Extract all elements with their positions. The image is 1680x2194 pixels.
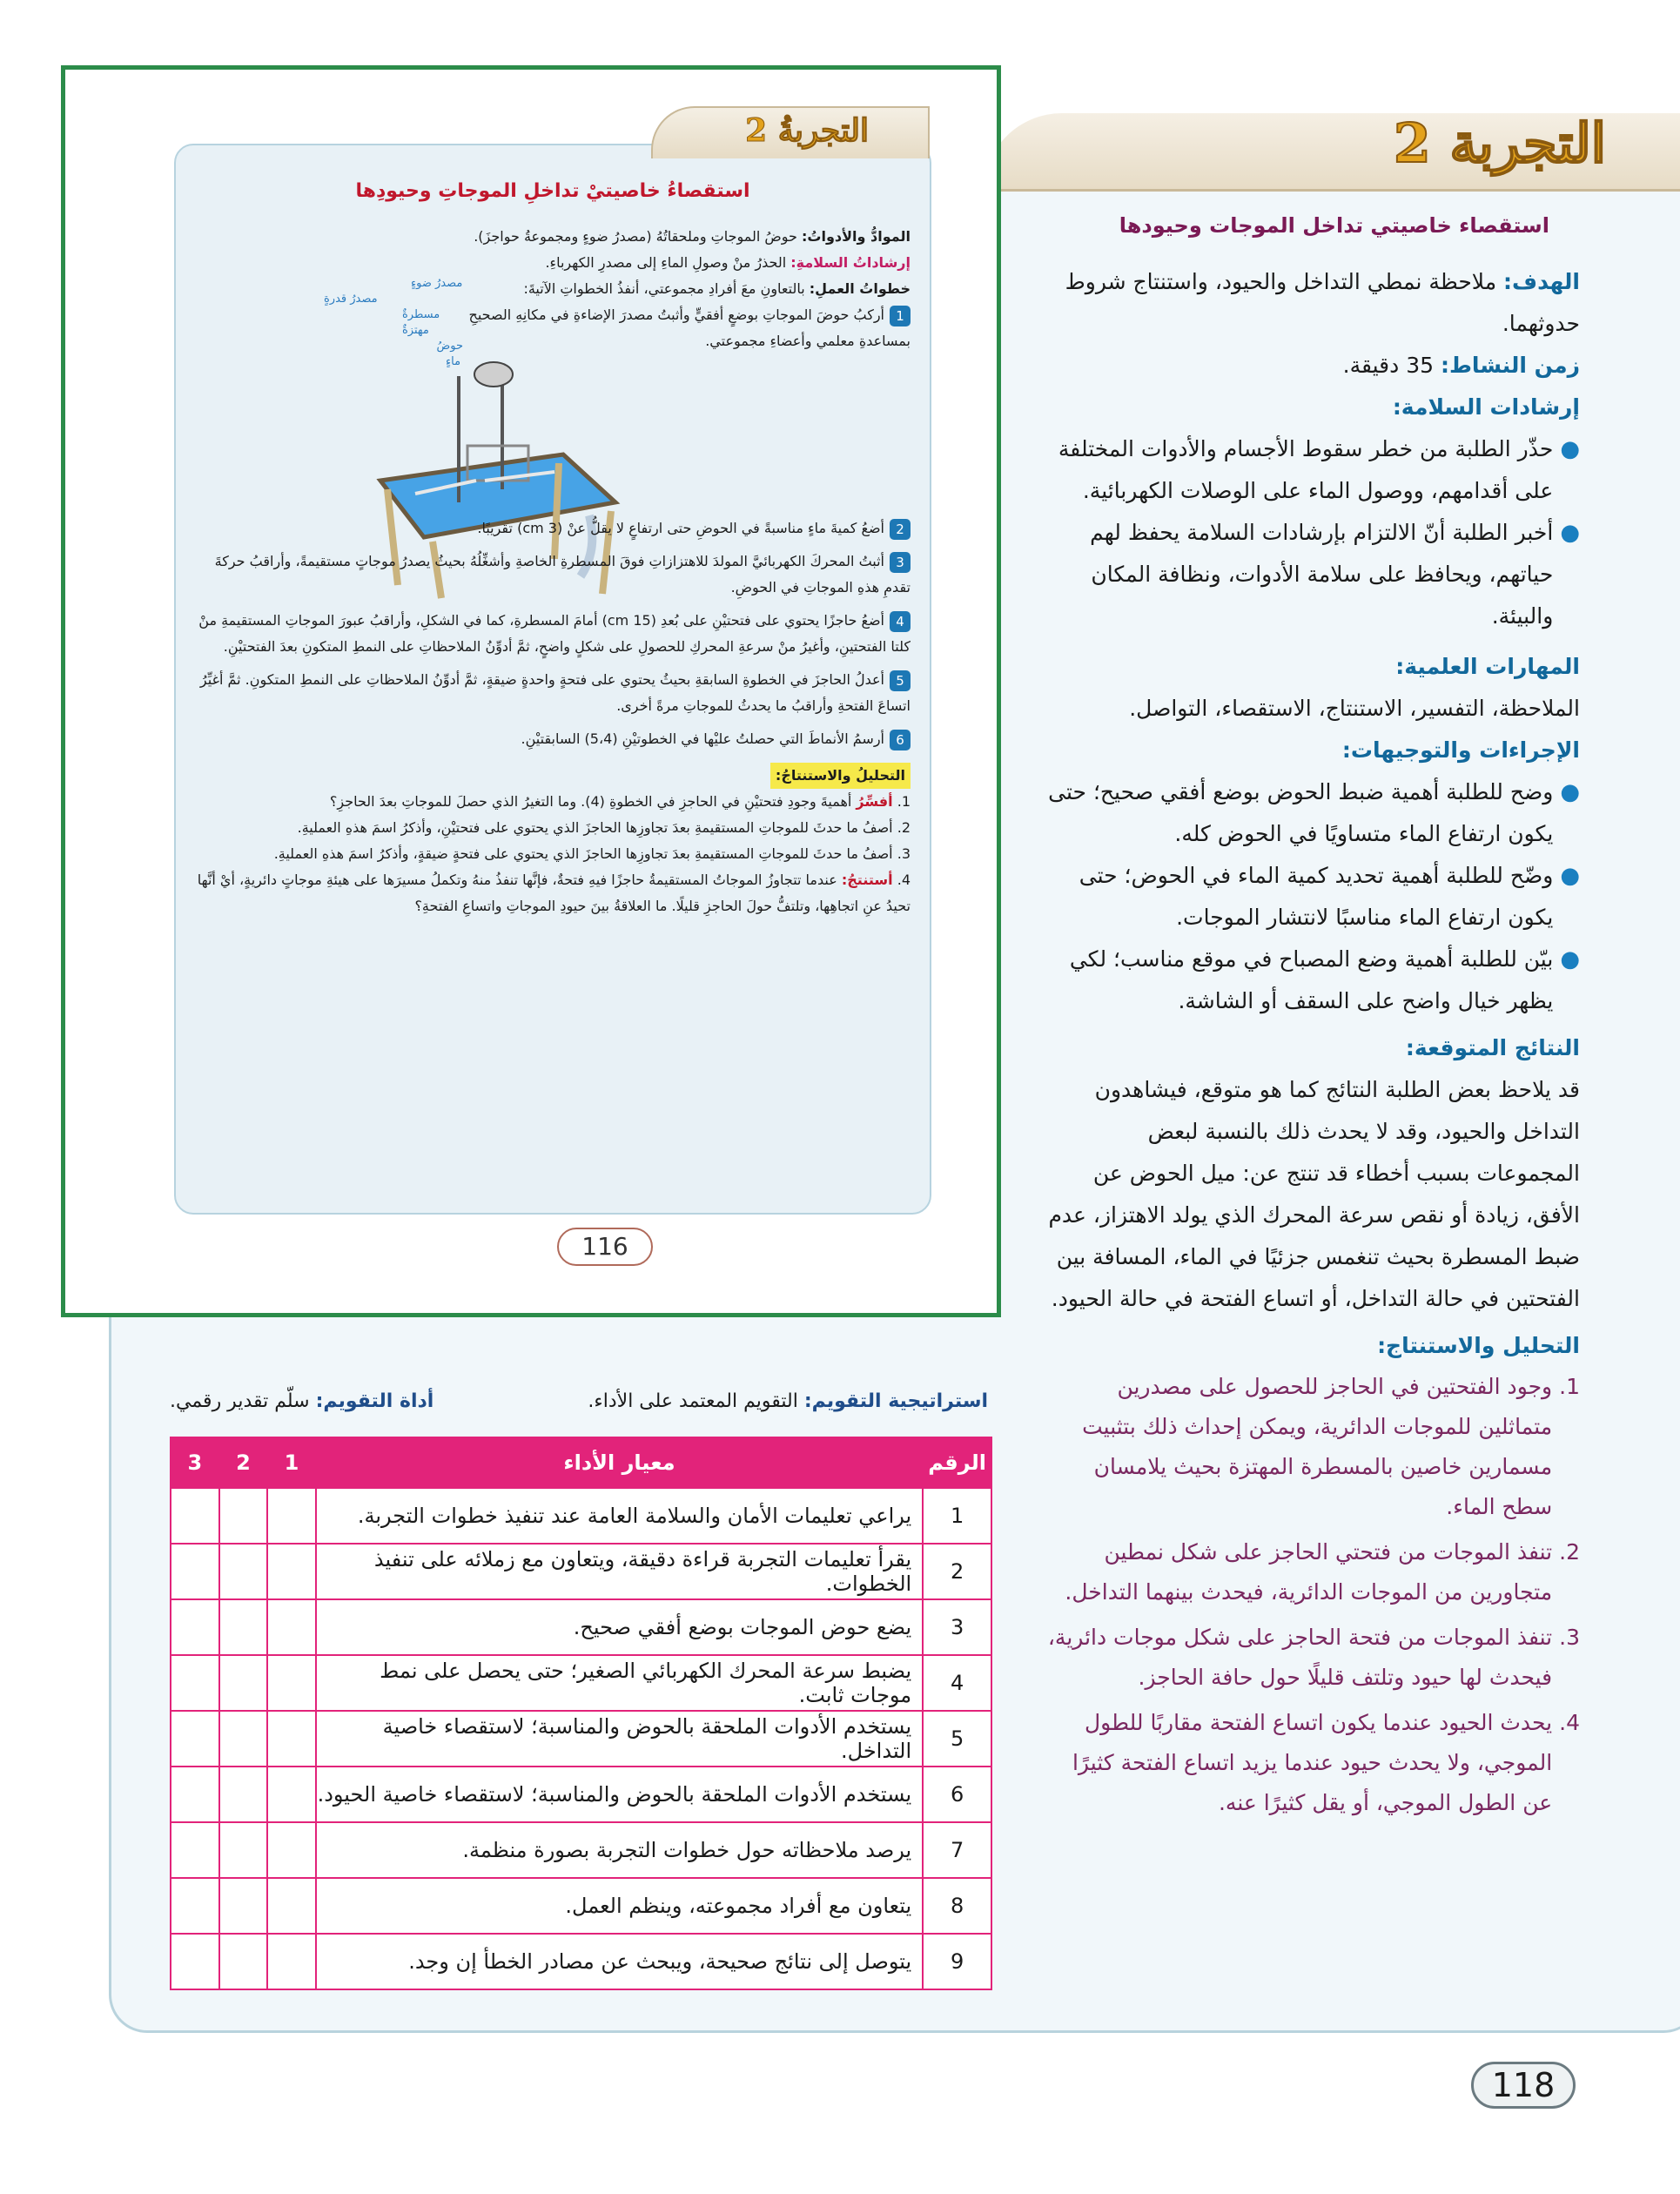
analysis-item: 4. يحدث الحيود عندما يكون اتساع الفتحة مقاربًا للطول الموجي، ولا يحدث حيود عندما يزيد اتساع الفتحة كثيرًا عن الطول الموجي، أو يقل كثيرًا عنه. [1072,1710,1580,1815]
step: 6أرسمُ الأنماطَ التي حصلتُ عليْها في الخطوتيْنِ (5،4) السابقتيْنِ. [195,726,911,752]
safety-item: ● حذّر الطلبة من خطر سقوط الأجسام والأدوات المختلفة على أقدامهم، ووصول الماء على الوصلات الكهربائية. [1040,428,1580,512]
page-number: 118 [1471,2062,1576,2109]
student-experiment-heading: استقصاءُ خاصيتيْ تداخلِ الموجاتِ وحيودِها [355,180,750,202]
apparatus-labels: مصدرُ ضوءٍ مصدرُ قدرةٍ مسطرةٌ مهتزةٌ حوضُ ماءٍ [324,277,463,368]
experiment-title: التجربة 2 [1393,111,1606,175]
step: 1أركبُ حوضَ الموجاتِ بوضعٍ أفقيٍّ وأثبتُ مصدرَ الإضاءةِ في مكانِهِ الصحيحِ بمساعدةِ معلمي وأعضاءِ مجموعتي. [468,306,911,349]
safety-item: ● أخبر الطلبة أنّ الالتزام بإرشادات السلامة يحفظ لهم حياتهم، ويحافظ على سلامة الأدوات، ونظافة المكان والبيئة. [1040,512,1580,637]
procedure-item: ● بيّن للطلبة أهمية وضع المصباح في موقع مناسب؛ لكي يظهر خيال واضح على السقف أو الشاشة. [1040,939,1580,1022]
teacher-guide-column [1040,261,1580,1828]
analysis-question: 4. أستنتجُ: عندما تتجاوزُ الموجاتُ المستقيمةُ حاجزًا فيهِ فتحةٌ، فإنَّها تنفذُ منهُ وتكملُ مسيرَها على هيئةِ موجاتٍ دائريةٍ، أيْ أنَّها تحيدُ عنِ اتجاهِها، وتلتفُّ حولَ الحاجزِ قليلًا. ما العلاقةُ بينَ حيودِ الموجاتِ واتساعِ الفتحةِ؟ [197,872,911,914]
step: 5أعدلُ الحاجزَ في الخطوةِ السابقةِ بحيثُ يحتوي على فتحةٍ واحدةٍ ضيقةٍ، ثمَّ أدوِّنُ الملاحظاتِ على النمطِ المتكونِ. ثمَّ أغيِّرُ اتساعَ الفتحةِ وأراقبُ ما يحدثُ للموجاتِ مرةً أخرى. [199,671,911,714]
student-book-page [61,65,1001,1317]
table-row: 8 يتعاون مع أفراد مجموعته، وينظم العمل. [171,1878,991,1934]
table-row: 3 يضع حوض الموجات بوضع أفقي صحيح. [171,1599,991,1655]
step: 4أضعُ حاجزًا يحتوي على فتحتيْنِ على بُعدِ (15 cm) أمامَ المسطرةِ، كما في الشكلِ، وأراقبُ عبورَ الموجاتِ المستقيمةِ منْ كلتا الفتحتينِ، وأغيرُ منْ سرعةِ المحركِ للحصولِ على شكلٍ واضحٍ، ثمَّ أدوِّنُ الملاحظاتِ على النمطِ المتكونِ بعدَ الفتحتيْنِ. [198,612,911,655]
step: 3أثبتُ المحركَ الكهربائيَّ المولدَ للاهتزازاتِ فوقَ المسطرةِ الخاصةِ وأشغِّلُهُ بحيثُ يصدرُ موجاتٍ مستقيمةً، وأراقبُ حركةَ تقدمِ هذهِ الموجاتِ في الحوضِ. [214,553,911,596]
table-row: 4 يضبط سرعة المحرك الكهربائي الصغير؛ حتى يحصل على نمط موجات ثابت. [171,1655,991,1711]
experiment-subtitle: استقصاء خاصيتي تداخل الموجات وحيودها [1119,213,1549,238]
procedure-item: ● وضح للطلبة أهمية ضبط الحوض بوضع أفقي صحيح؛ حتى يكون ارتفاع الماء متساويًا في الحوض كله. [1040,771,1580,855]
step: 2أضعُ كميةَ ماءٍ مناسبةً في الحوضِ حتى ارتفاعٍ لا يقلُّ عنْ (3 cm) تقريبًا. [195,515,911,542]
table-row: 9 يتوصل إلى نتائج صحيحة، ويبحث عن مصادر الخطأ إن وجد. [171,1934,991,1989]
table-row: 2 يقرأ تعليمات التجربة قراءة دقيقة، ويتعاون مع زملائه على تنفيذ الخطوات. [171,1544,991,1599]
analysis-question: 3. أصفُ ما حدثَ للموجاتِ المستقيمةِ بعدَ تجاوزِها الحاجزَ الذي يحتوي على فتحةٍ ضيقةٍ، وأذكرُ اسمَ هذهِ العمليةِ. [273,845,911,862]
analysis-question: 1. أفسِّرُ أهميةَ وجودِ فتحتيْنِ في الحاجزِ في الخطوةِ (4). وما التغيرُ الذي حصلَ للموجاتِ بعدَ الحاجزِ؟ [329,793,911,810]
procedures-heading: الإجراءات والتوجيهات: [1341,737,1580,763]
analysis-item: 1. وجود الفتحتين في الحاجز للحصول على مصدرين متماثلين للموجات الدائرية، ويمكن إحداث ذلك بتثبيت مسمارين خاصين بالمسطرة المهتزة بحيث يلامسان سطح الماء. [1082,1374,1580,1519]
results-text: قد يلاحظ بعض الطلبة النتائج كما هو متوقع، فيشاهدون التداخل والحيود، وقد لا يحدث ذلك بالنسبة لبعض المجموعات بسبب أخطاء قد تنتج عن: ميل الحوض عن الأفق، زيادة أو نقص سرعة المحرك الذي يولد الاهتزاز، عدم ضبط المسطرة بحيث تنغمس جزئيًا في الماء، المسافة بين الفتحتين في حالة التداخل، أو اتساع الفتحة في حالة الحيود. [1048,1077,1580,1311]
table-row: 1 يراعي تعليمات الأمان والسلامة العامة عند تنفيذ خطوات التجربة. [171,1488,991,1544]
goal: الهدف: ملاحظة نمطي التداخل والحيود، واستنتاج شروط حدوثهما. [1065,269,1580,336]
results-heading: النتائج المتوقعة: [1405,1035,1580,1060]
procedure-item: ● وضّح للطلبة أهمية تحديد كمية الماء في الحوض؛ حتى يكون ارتفاع الماء مناسبًا لانتشار الموجات. [1040,855,1580,939]
table-header-row: الرقم معيار الأداء 1 2 3 [171,1437,991,1488]
student-analysis-heading: التحليلُ والاستنتاجُ: [770,763,911,789]
bullet-icon: ● [1560,946,1580,972]
activity-time: زمن النشاط: 35 دقيقة. [1342,353,1580,378]
student-intro: الموادُّ والأدواتُ: حوضُ الموجاتِ وملحقاتُهُ (مصدرُ ضوءٍ ومجموعةُ حواجزَ). إرشاداتُ السلامةِ: الحذرُ منْ وصولِ الماءِ إلى مصدرِ الكهرباءِ. خطواتُ العملِ: بالتعاونِ معَ أفرادِ مجموعتي، أنفذُ الخطواتِ الآتيةَ: 1أركبُ حوضَ الموجاتِ بوضعٍ أفقيٍّ وأثبتُ مصدرَ الإضاءةِ في مكانِهِ الصحيحِ بمساعدةِ معلمي وأعضاءِ مجموعتي. [458,224,911,354]
analysis-item: 3. تنفذ الموجات من فتحة الحاجز على شكل موجات دائرية، فيحدث لها حيود وتلتف قليلًا حول حافة الحاجز. [1047,1625,1580,1690]
skills-heading: المهارات العلمية: [1395,654,1580,679]
evaluation-table [170,1437,992,1990]
table-row: 6 يستخدم الأدوات الملحقة بالحوض والمناسبة؛ لاستقصاء خاصية الحيود. [171,1767,991,1822]
evaluation-header: استراتيجية التقويم: التقويم المعتمد على الأداء. أداة التقويم: سلّم تقدير رقمي. [170,1390,988,1412]
student-steps [195,515,911,919]
bullet-icon: ● [1560,863,1580,889]
analysis-heading: التحليل والاستنتاج: [1377,1333,1580,1358]
bullet-icon: ● [1560,436,1580,462]
safety-heading: إرشادات السلامة: [1392,394,1580,420]
bullet-icon: ● [1560,779,1580,805]
analysis-item: 2. تنفذ الموجات من فتحتي الحاجز على شكل نمطين متجاورين من الموجات الدائرية، فيحدث بينهما التداخل. [1065,1539,1580,1605]
table-row: 5 يستخدم الأدوات الملحقة بالحوض والمناسبة؛ لاستقصاء خاصية التداخل. [171,1711,991,1767]
student-experiment-title: التجربةُ 2 [745,112,869,149]
skills-text: الملاحظة، التفسير، الاستنتاج، الاستقصاء، التواصل. [1129,696,1580,721]
analysis-question: 2. أصفُ ما حدثَ للموجاتِ المستقيمةِ بعدَ تجاوزِها الحاجزَ الذي يحتوي على فتحتيْنِ، وأذكرُ اسمَ هذهِ العمليةِ. [297,819,911,836]
bullet-icon: ● [1560,520,1580,546]
table-row: 7 يرصد ملاحظاته حول خطوات التجربة بصورة منظمة. [171,1822,991,1878]
student-experiment-card [174,112,931,1215]
student-page-number: 116 [557,1228,653,1266]
